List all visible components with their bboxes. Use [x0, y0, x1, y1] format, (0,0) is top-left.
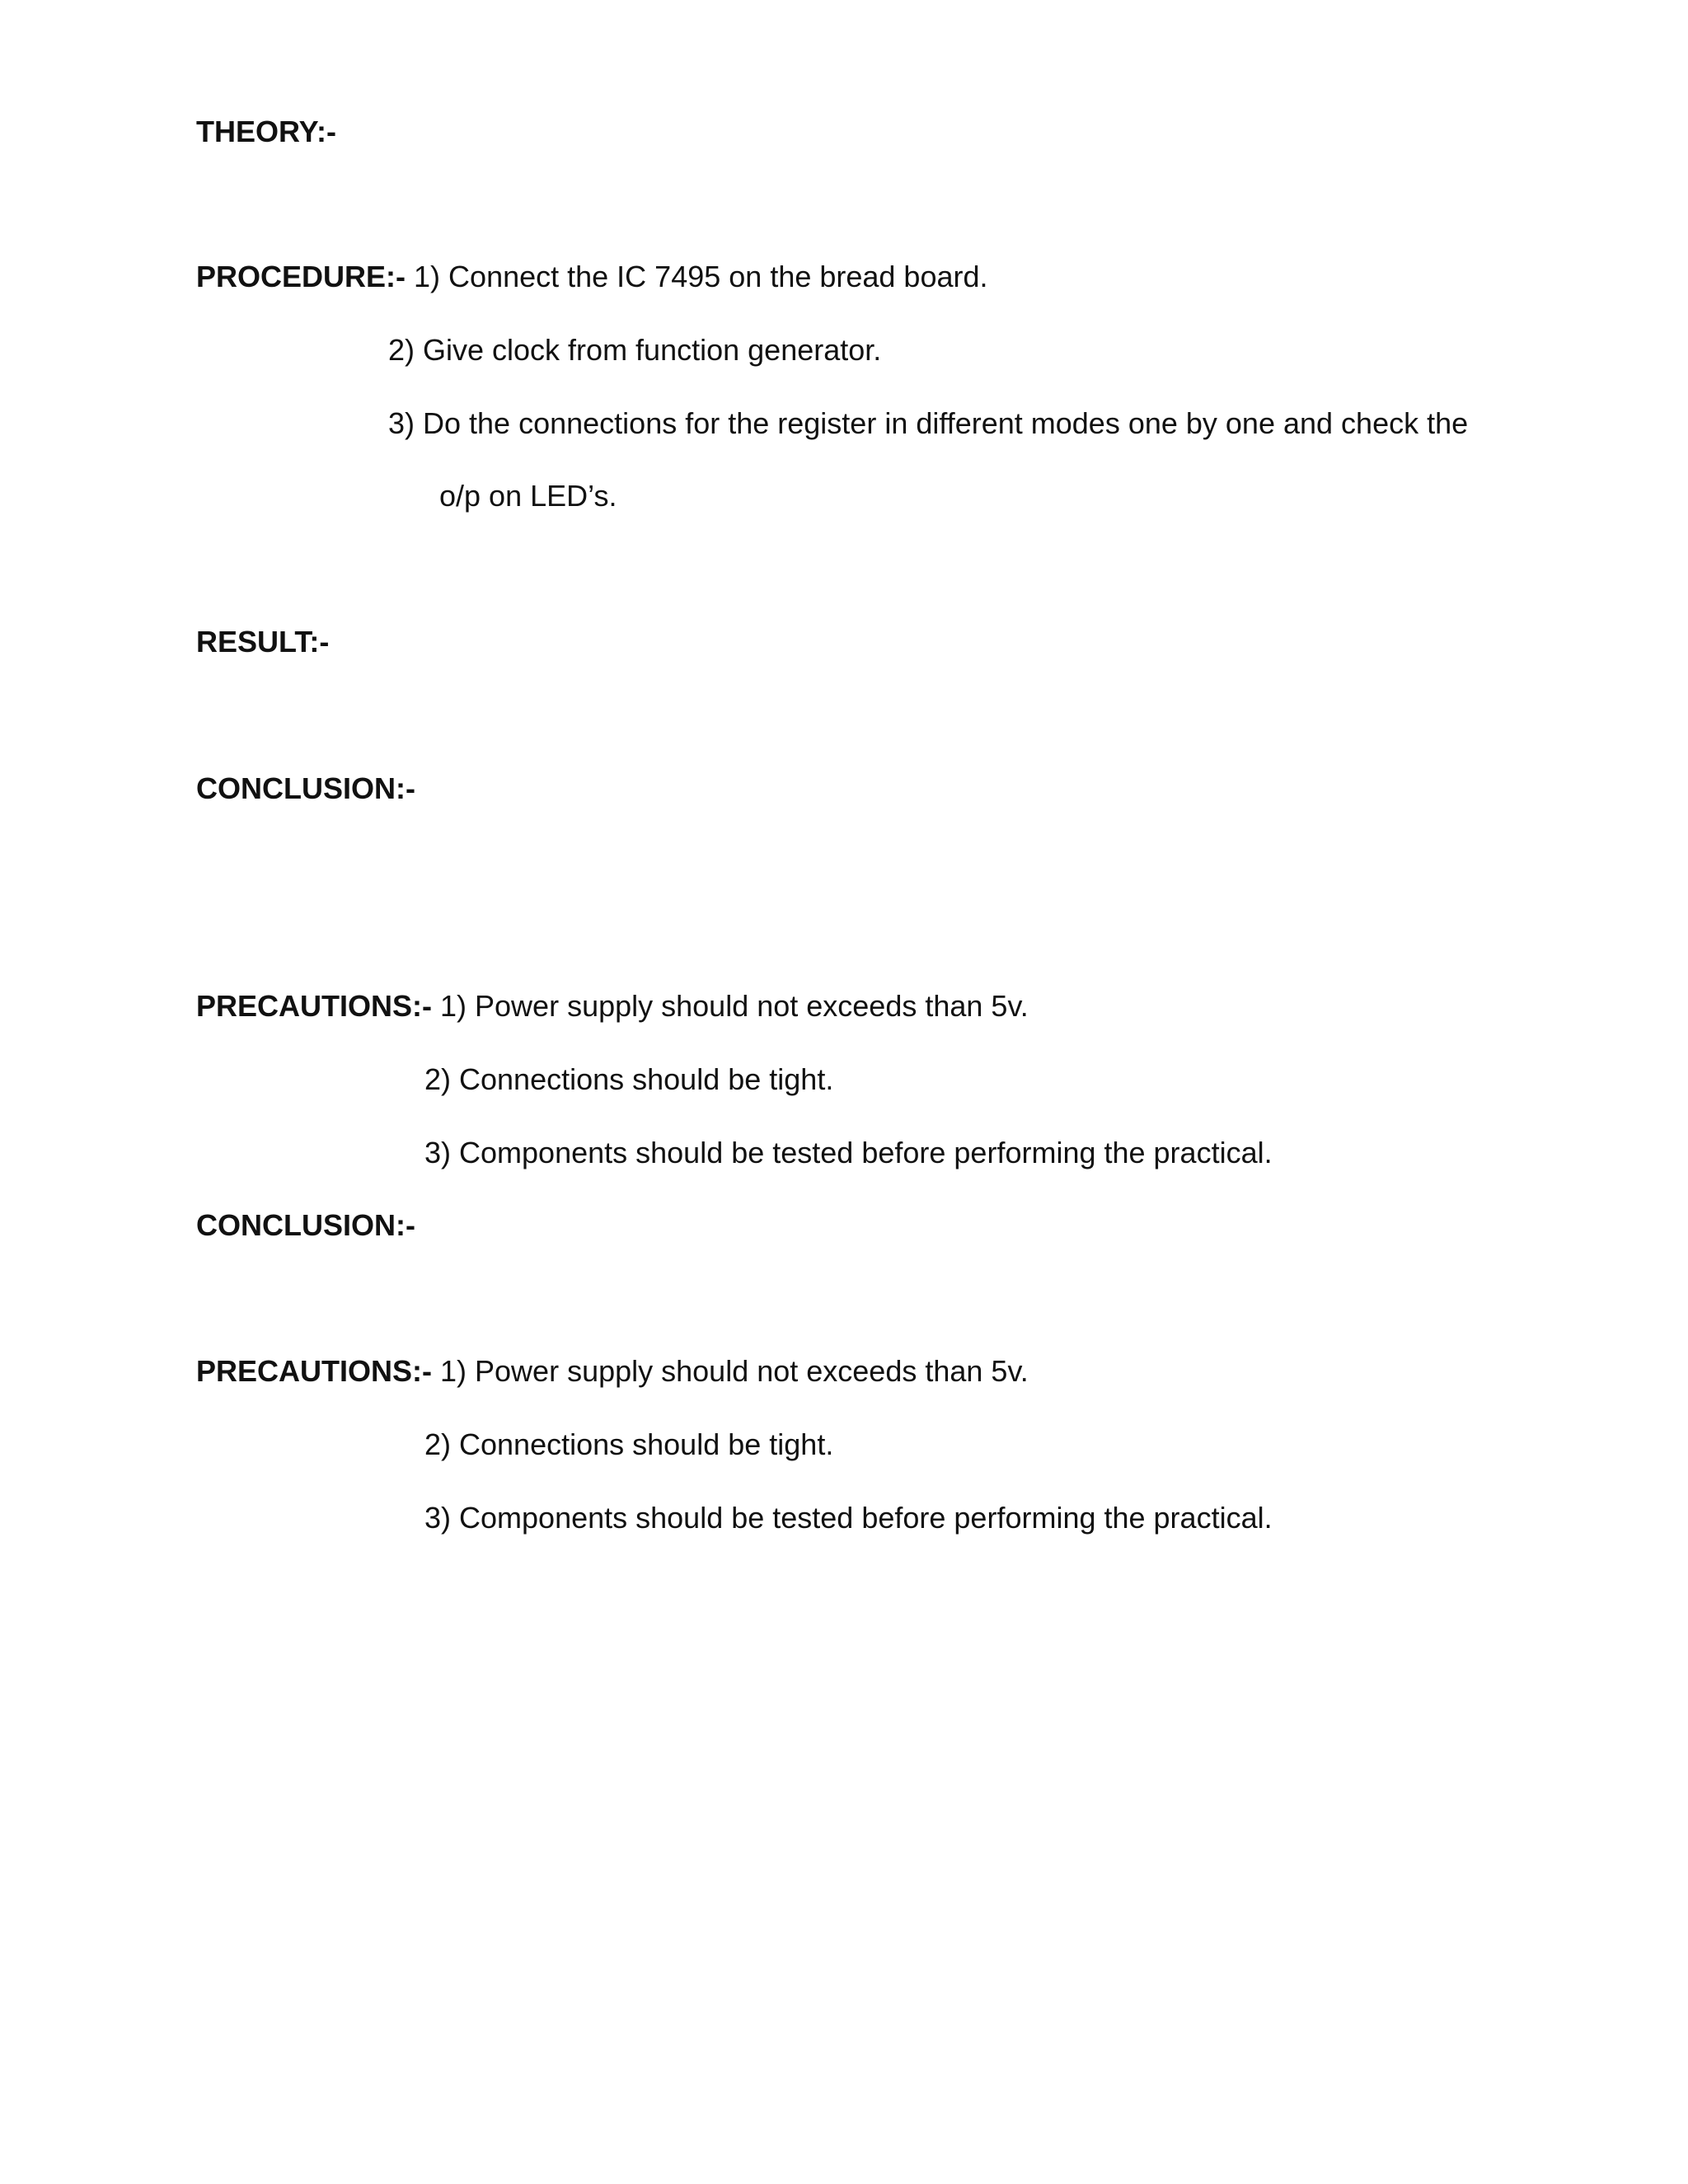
- procedure-step-3: 3) Do the connections for the register in different modes one by one and check the: [388, 406, 1469, 440]
- precautions-2-item-1-line: [196, 1353, 1029, 1390]
- result-heading: RESULT:-: [196, 625, 330, 658]
- precautions-1-item-2: 2) Connections should be tight.: [424, 1062, 834, 1096]
- theory-heading: THEORY:-: [196, 115, 336, 148]
- precautions-2-item-3: 3) Components should be tested before performing the practical.: [424, 1501, 1273, 1535]
- procedure-heading: PROCEDURE:-: [196, 260, 406, 293]
- conclusion-heading-2: CONCLUSION:-: [196, 1208, 415, 1242]
- precautions-heading-1: PRECAUTIONS:-: [196, 989, 432, 1023]
- conclusion-heading-1: CONCLUSION:-: [196, 771, 415, 805]
- precautions-2-item-1: 1) Power supply should not exceeds than 5v.: [440, 1354, 1029, 1388]
- procedure-step-2: 2) Give clock from function generator.: [388, 333, 882, 367]
- precautions-2-item-2: 2) Connections should be tight.: [424, 1427, 834, 1461]
- precautions-heading-2: PRECAUTIONS:-: [196, 1354, 432, 1388]
- precautions-1-item-3: 3) Components should be tested before performing the practical.: [424, 1136, 1273, 1169]
- procedure-step-1: 1) Connect the IC 7495 on the bread board.: [414, 260, 988, 293]
- procedure-step-3-continuation: o/p on LED’s.: [439, 479, 617, 513]
- precautions-1-item-1-line: [196, 988, 1029, 1024]
- precautions-1-item-1: 1) Power supply should not exceeds than 5v.: [440, 989, 1029, 1023]
- procedure-step-1-line: [196, 259, 988, 295]
